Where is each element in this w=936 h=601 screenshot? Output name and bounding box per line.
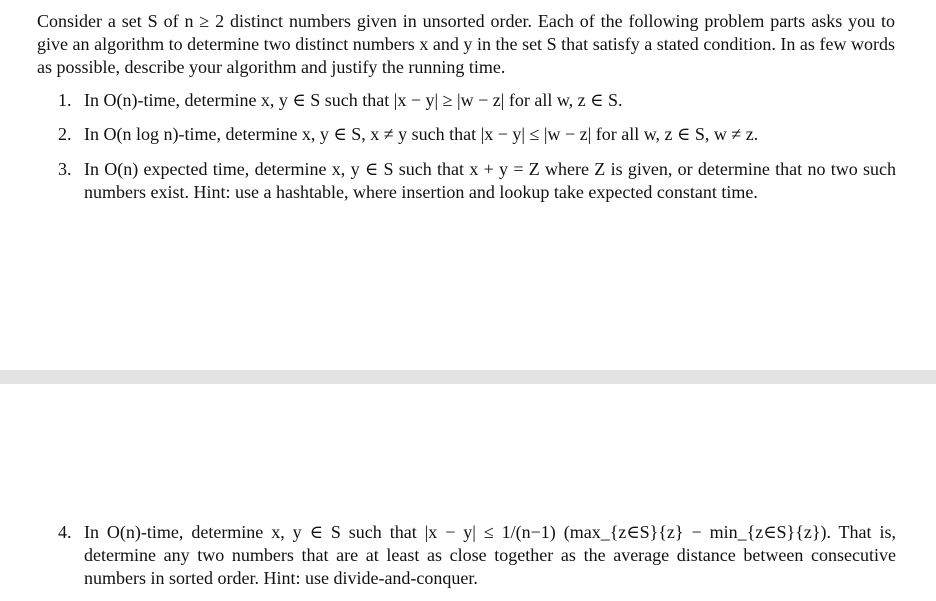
- problem-part-4: [58, 521, 896, 590]
- problem-part-text: In O(n)-time, determine x, y ∈ S such that |x − y| ≥ |w − z| for all w, z ∈ S.: [84, 90, 623, 110]
- problem-part-number: 1.: [58, 90, 72, 110]
- problem-panel-bottom: [0, 384, 936, 601]
- section-divider: [0, 370, 936, 384]
- problem-part-number: 2.: [58, 124, 72, 144]
- problem-part-1: [58, 89, 896, 112]
- problem-intro: Consider a set S of n ≥ 2 distinct numbers given in unsorted order. Each of the following problem parts asks you to give an algorithm to determine two distinct numbers x and y in the set S that satisfy a stated condition. In as few words as possible, describe your algorithm and justify the running time.: [37, 11, 895, 77]
- problem-part-text: In O(n)-time, determine x, y ∈ S such that |x − y| ≤ 1/(n−1) (max_{z∈S}{z} − min_{z∈S}{z}). That is, determine any two numbers that are at least as close together as the average distance between consecutive numbers in sorted order. Hint: use divide-and-conquer.: [84, 522, 896, 588]
- problem-part-number: 4.: [58, 522, 72, 542]
- problem-part-2: [58, 123, 896, 146]
- problem-part-text: In O(n log n)-time, determine x, y ∈ S, x ≠ y such that |x − y| ≤ |w − z| for all w, z ∈ S, w ≠ z.: [84, 124, 759, 144]
- problem-part-3: [58, 158, 896, 204]
- problem-part-text: In O(n) expected time, determine x, y ∈ S such that x + y = Z where Z is given, or determine that no two such numbers exist. Hint: use a hashtable, where insertion and lookup take expected constant time.: [84, 159, 896, 202]
- problem-part-number: 3.: [58, 159, 72, 179]
